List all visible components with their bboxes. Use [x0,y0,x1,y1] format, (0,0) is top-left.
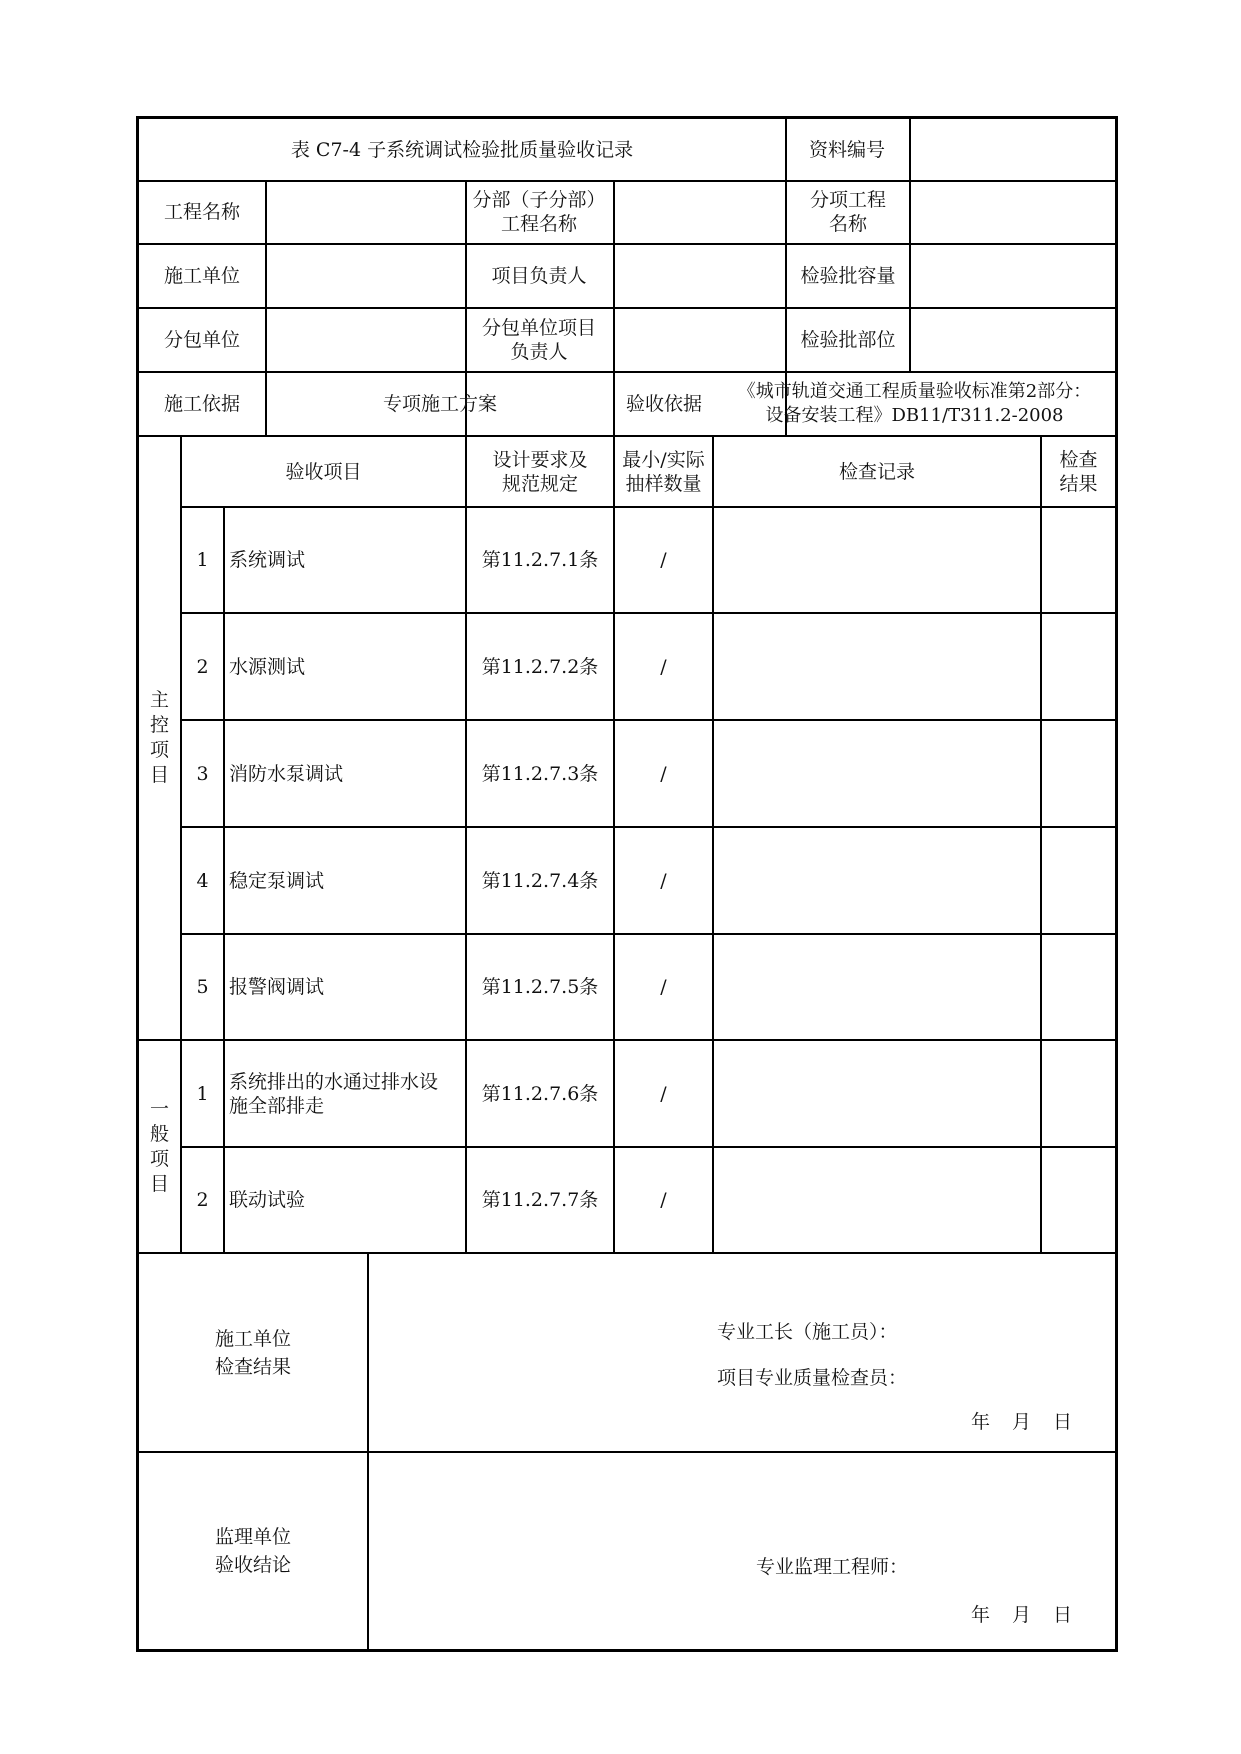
supervisor-check-label: 监理单位 验收结论 [214,1526,291,1576]
contractor-check-area[interactable] [369,1254,1115,1451]
basis-value[interactable]: 专项施工方案 [382,393,497,415]
subitem-field[interactable] [911,181,1115,243]
row-number: 1 [196,1082,209,1105]
date-month-label: 月 [1012,1411,1032,1433]
col-header-result: 检查 结果 [1059,448,1098,495]
date-year-label: 年 [971,1411,991,1433]
general-label: 一 般 项 目 [149,1097,169,1195]
acceptance-record-form [136,116,1118,1652]
row-result-field[interactable] [1042,1148,1115,1252]
subitem-label: 分项工程 名称 [809,189,886,235]
row-clause: 第11.2.7.3条 [481,762,599,785]
contractor-check-label: 施工单位 检查结果 [214,1327,291,1378]
row-result-field[interactable] [1042,1041,1115,1146]
row-item-name: 系统排出的水通过排水设 施全部排走 [229,1070,439,1117]
row-record-field[interactable] [714,1041,1040,1146]
col-header-item: 验收项目 [285,460,362,483]
row-item-name: 联动试验 [229,1189,306,1211]
supervisor-check-area[interactable] [369,1453,1115,1649]
main-control-label: 主 控 项 目 [149,689,169,786]
date-month-label: 月 [1012,1604,1032,1626]
row-item-name: 报警阀调试 [229,976,325,998]
division-field[interactable] [615,181,785,243]
foreman-signature-label: 专业工长（施工员）： [717,1321,898,1343]
row-sample[interactable]: / [660,549,667,571]
row-clause: 第11.2.7.6条 [481,1082,599,1105]
row-result-field[interactable] [1042,508,1115,612]
subcontractor-label: 分包单位 [163,329,240,351]
row-item-name: 水源测试 [229,655,306,678]
row-record-field[interactable] [714,1148,1040,1252]
row-clause: 第11.2.7.4条 [481,869,599,892]
row-clause: 第11.2.7.1条 [481,549,599,571]
row-record-field[interactable] [714,721,1040,826]
row-number: 2 [196,1189,209,1211]
row-item-name: 消防水泵调试 [229,762,344,785]
row-item-name: 稳定泵调试 [229,869,325,892]
sub-pm-field[interactable] [615,309,785,371]
row-sample[interactable]: / [660,1189,667,1211]
row-number: 5 [196,976,209,998]
acceptance-basis-value: 《城市轨道交通工程质量验收标准第2部分： 设备安装工程》DB11/T311.2-2008 [737,381,1092,426]
project-name-field[interactable] [267,181,465,243]
date-day-label: 日 [1053,1411,1073,1433]
row-item-name: 系统调试 [229,549,306,571]
form-title: 表 C7-4 子系统调试检验批质量验收记录 [290,138,634,161]
pm-label: 项目负责人 [491,265,587,287]
row-record-field[interactable] [714,828,1040,933]
capacity-field[interactable] [911,245,1115,307]
row-record-field[interactable] [714,614,1040,719]
row-number: 3 [196,762,209,785]
row-sample[interactable]: / [660,976,667,998]
row-clause: 第11.2.7.7条 [481,1189,599,1211]
row-record-field[interactable] [714,508,1040,612]
inspector-signature-label: 项目专业质量检查员： [717,1367,908,1389]
engineer-signature-label: 专业监理工程师： [756,1556,909,1578]
basis-label: 施工依据 [163,393,240,415]
row-clause: 第11.2.7.2条 [481,655,599,678]
row-number: 2 [196,655,209,678]
subcontractor-field[interactable] [267,309,465,371]
contractor-field[interactable] [267,245,465,307]
row-result-field[interactable] [1042,614,1115,719]
col-header-record: 检查记录 [838,460,915,483]
col-header-requirement: 设计要求及 规范规定 [492,448,588,495]
doc-no-label: 资料编号 [808,138,885,161]
location-field[interactable] [911,309,1115,371]
row-sample[interactable]: / [660,1082,667,1105]
doc-no-field[interactable] [911,119,1115,180]
acceptance-basis-label: 验收依据 [625,393,702,415]
sub-pm-label: 分包单位项目 负责人 [481,317,596,363]
capacity-label: 检验批容量 [800,265,896,287]
division-label: 分部（子分部） 工程名称 [472,189,606,235]
project-name-label: 工程名称 [163,201,240,223]
location-label: 检验批部位 [800,329,896,351]
date-year-label: 年 [971,1604,991,1626]
row-result-field[interactable] [1042,935,1115,1039]
row-number: 4 [196,869,209,892]
col-header-sample: 最小/实际 抽样数量 [622,448,705,495]
row-number: 1 [196,549,209,571]
row-sample[interactable]: / [660,762,667,785]
contractor-label: 施工单位 [163,265,240,287]
row-result-field[interactable] [1042,828,1115,933]
row-record-field[interactable] [714,935,1040,1039]
date-day-label: 日 [1053,1604,1073,1626]
row-sample[interactable]: / [660,655,667,678]
row-result-field[interactable] [1042,721,1115,826]
row-sample[interactable]: / [660,869,667,892]
pm-field[interactable] [615,245,785,307]
row-clause: 第11.2.7.5条 [481,976,599,998]
